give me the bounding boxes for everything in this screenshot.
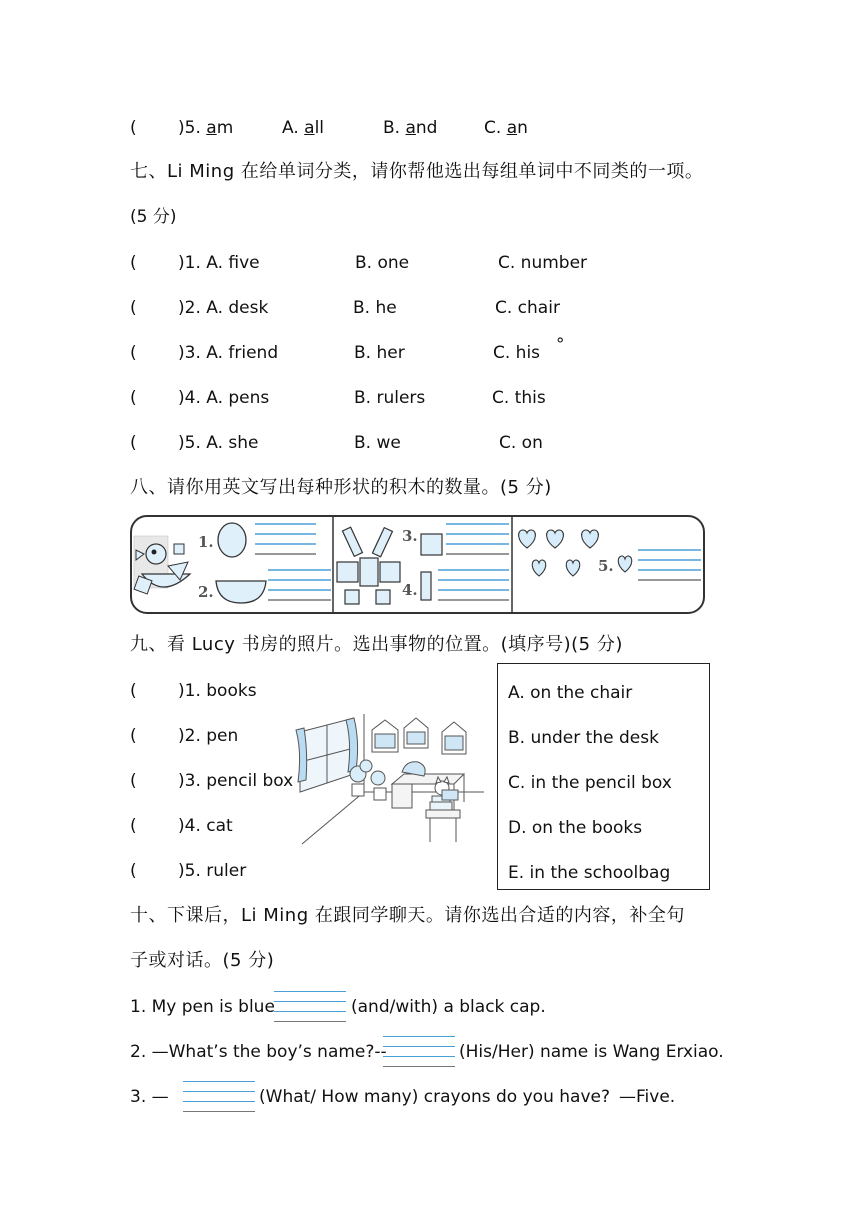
s9-item-3: )3. pencil box bbox=[178, 771, 294, 791]
square-shape bbox=[421, 534, 442, 555]
option-a: A. on the chair bbox=[508, 683, 633, 703]
s9-paren-3[interactable]: ( bbox=[130, 771, 137, 791]
s7-item-2-b: B. he bbox=[353, 298, 397, 318]
option-c: C. in the pencil box bbox=[508, 773, 672, 793]
stray-degree-mark: ° bbox=[556, 335, 565, 355]
hearts-picture bbox=[519, 530, 632, 576]
s7-paren-4[interactable]: ( bbox=[130, 388, 137, 408]
block-duck-picture bbox=[134, 536, 190, 594]
q6-option-a: A. all bbox=[282, 118, 325, 138]
study-room-picture bbox=[294, 712, 490, 850]
writing-lines-1 bbox=[255, 524, 316, 554]
s10-q1-blank[interactable] bbox=[274, 989, 346, 1023]
s7-item-3-c: C. his bbox=[493, 343, 541, 363]
shape-label-2: 2. bbox=[198, 583, 214, 601]
s7-item-5-c: C. on bbox=[499, 433, 543, 453]
option-b: B. under the desk bbox=[508, 728, 659, 748]
s7-item-3-b: B. her bbox=[354, 343, 405, 363]
s7-item-5-b: B. we bbox=[354, 433, 401, 453]
s9-paren-2[interactable]: ( bbox=[130, 726, 137, 746]
s7-paren-3[interactable]: ( bbox=[130, 343, 137, 363]
s7-item-1-c: C. number bbox=[498, 253, 588, 273]
s10-q2-pre: 2. —What’s the boy’s name?-- bbox=[130, 1042, 387, 1062]
s7-item-4-c: C. this bbox=[492, 388, 546, 408]
s7-paren-2[interactable]: ( bbox=[130, 298, 137, 318]
s9-item-5: )5. ruler bbox=[178, 861, 247, 881]
shape-label-3: 3. bbox=[402, 527, 418, 545]
s10-q1-post: (and/with) a black cap. bbox=[351, 997, 546, 1017]
s10-q2-blank[interactable] bbox=[383, 1034, 455, 1068]
option-d: D. on the books bbox=[508, 818, 643, 838]
section-7-score: (5 分) bbox=[130, 207, 177, 227]
s10-q3-blank[interactable] bbox=[183, 1079, 255, 1113]
writing-lines-4 bbox=[438, 570, 509, 600]
shape-label-1: 1. bbox=[198, 533, 214, 551]
s10-q1-pre: 1. My pen is blue bbox=[130, 997, 275, 1017]
s7-item-1: )1. A. five bbox=[178, 253, 260, 273]
s9-paren-1[interactable]: ( bbox=[130, 681, 137, 701]
semicircle-shape bbox=[216, 581, 266, 603]
s9-paren-5[interactable]: ( bbox=[130, 861, 137, 881]
s9-item-1: )1. books bbox=[178, 681, 257, 701]
section-10-title: 十、下课后，Li Ming 在跟同学聊天。请你选出合适的内容，补全句 bbox=[130, 905, 685, 926]
shape-label-4: 4. bbox=[402, 581, 418, 599]
s7-item-5: )5. A. she bbox=[178, 433, 259, 453]
s7-item-4-b: B. rulers bbox=[354, 388, 426, 408]
q6-item-5 bbox=[130, 117, 137, 139]
s7-paren-1[interactable]: ( bbox=[130, 253, 137, 273]
q6-item-5-stem: )5. am bbox=[178, 118, 234, 138]
s10-q3-post: (What/ How many) crayons do you have? bbox=[259, 1087, 610, 1107]
writing-lines-5 bbox=[638, 550, 701, 580]
q6-option-b: B. and bbox=[383, 118, 438, 138]
s9-item-4: )4. cat bbox=[178, 816, 233, 836]
shapes-illustration bbox=[128, 514, 708, 618]
s7-item-1-b: B. one bbox=[355, 253, 410, 273]
block-house-picture bbox=[337, 527, 400, 604]
q6-option-c: C. an bbox=[484, 118, 528, 138]
section-10-title-line2: 子或对话。(5 分) bbox=[130, 950, 275, 971]
s7-item-4: )4. A. pens bbox=[178, 388, 270, 408]
s7-paren-5[interactable]: ( bbox=[130, 433, 137, 453]
s7-item-3: )3. A. friend bbox=[178, 343, 279, 363]
s10-q2-post: (His/Her) name is Wang Erxiao. bbox=[459, 1042, 724, 1062]
s7-item-2-c: C. chair bbox=[495, 298, 560, 318]
options-box bbox=[497, 663, 710, 890]
s10-q3-answer: —Five. bbox=[619, 1087, 676, 1107]
writing-lines-2 bbox=[268, 570, 331, 600]
option-e: E. in the schoolbag bbox=[508, 863, 671, 883]
s10-q3-pre: 3. — bbox=[130, 1087, 169, 1107]
section-9-title: 九、看 Lucy 书房的照片。选出事物的位置。(填序号)(5 分) bbox=[130, 634, 623, 655]
answer-paren[interactable]: ( bbox=[130, 118, 137, 138]
s9-item-2: )2. pen bbox=[178, 726, 239, 746]
writing-lines-3 bbox=[446, 524, 509, 554]
circle-shape bbox=[218, 523, 246, 557]
s9-paren-4[interactable]: ( bbox=[130, 816, 137, 836]
rectangle-shape bbox=[421, 572, 431, 600]
section-7-title: 七、Li Ming 在给单词分类，请你帮他选出每组单词中不同类的一项。 bbox=[130, 161, 704, 182]
shape-label-5: 5. bbox=[598, 557, 614, 575]
s7-item-2: )2. A. desk bbox=[178, 298, 269, 318]
section-8-title: 八、请你用英文写出每种形状的积木的数量。(5 分) bbox=[130, 477, 552, 498]
